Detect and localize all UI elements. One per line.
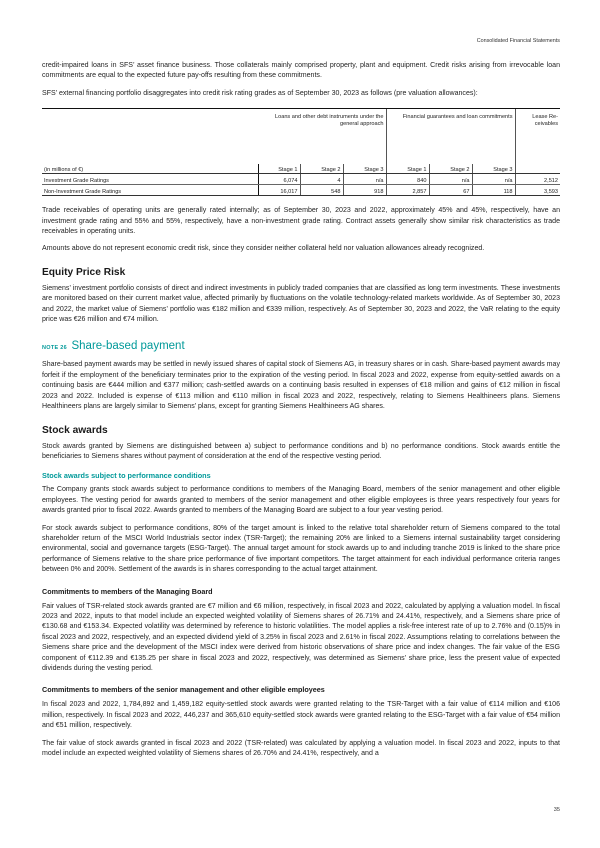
cell: n/a (472, 174, 515, 185)
page-content (42, 61, 560, 766)
cell: 118 (472, 185, 515, 196)
note-heading (42, 336, 560, 354)
performance-paragraph-2: For stock awards subject to performance conditions, 80% of the target amount is linked to the relative total shareholder return of Siemens compared to the total shareholder return of the MSCI World Industrials sector index (TSR-Target); the remaining 20% are linked to a Siemens internal sustainability target considering environmental, social and governance targets (ESG-Target). The annual target amount for stock awards up to and including tranche 2019 is linked to the share price performance of Siemens relative to the share price performance of five important competitors. The target attainment for each individual performance criteria ranges between 0% and 200%. Settlement of the awards is in shares corresponding to the actual target attainment. (42, 524, 560, 574)
col-header: Stage 1 (386, 164, 429, 174)
cell: 4 (300, 174, 343, 185)
performance-conditions-heading: Stock awards subject to performance conditions (42, 471, 211, 481)
running-header: Consolidated Financial Statements (476, 38, 560, 44)
senior-management-heading: Commitments to members of the senior management and other eligible employees (42, 685, 325, 695)
row-label: Non-Investment Grade Ratings (42, 185, 258, 196)
cell: 3,593 (515, 185, 560, 196)
table-group-header (42, 109, 560, 164)
note-title: Share-based payment (71, 340, 185, 353)
cell: 918 (343, 185, 386, 196)
senior-management-paragraph-1: In fiscal 2023 and 2022, 1,784,892 and 1,459,182 equity-settled stock awards were granted relating to the TSR-Target with a fair value of €114 million and €106 million, respectively. In fiscal 2023 and 2022, 446,237 and 365,610 equity-settled stock awards were granted relating to the ESG-Target with a fair value of €54 million and €51 million, respectively. (42, 701, 560, 730)
col-header: Stage 1 (258, 164, 300, 174)
cell: 16,017 (258, 185, 300, 196)
col-header: Stage 3 (472, 164, 515, 174)
credit-risk-table (42, 108, 560, 196)
performance-paragraph-1: The Company grants stock awards subject to performance conditions to members of the Managing Board, members of the senior management and other eligible employees. The vesting period for awards granted to members of the senior management and other eligible employees is three years respectively four years for awards granted prior to fiscal 2022. Awards granted to members of the Managing Board are subject to a four year vesting period. (42, 486, 560, 515)
credit-risk-note-paragraph: Amounts above do not represent economic credit risk, since they consider neither collateral held nor valuation allowances already recognized. (42, 245, 485, 253)
table-column-header (42, 164, 560, 174)
equity-price-risk-heading: Equity Price Risk (42, 266, 126, 278)
cell: 548 (300, 185, 343, 196)
cell: n/a (429, 174, 472, 185)
intro-paragraph-2: SFS’ external financing portfolio disaggregates into credit risk rating grades as of September 30, 2023 as follows (pre valuation allowances): (42, 89, 478, 97)
cell: 67 (429, 185, 472, 196)
intro-paragraph-1: credit-impaired loans in SFS’ asset finance business. Those collaterals mainly comprised property, plant and equipment. Credit risks arising from irrevocable loan commitments are equal to the expected future pay-offs resulting from these commitments. (42, 62, 560, 80)
equity-price-risk-paragraph: Siemens’ investment portfolio consists of direct and indirect investments in publicly traded companies that are classified as long term investments. These investments are monitored based on their current market value, affected primarily by fluctuations on the volatile technology-related markets worldwide. As of September 30, 2023 and 2022, the market value of Siemens’ portfolio was €182 million and €339 million, respectively. As of September 30, 2023 and 2022, the VaR relating to the equity price was €26 million and €74 million. (42, 284, 560, 324)
managing-board-heading: Commitments to members of the Managing Board (42, 586, 213, 596)
group-lease: Lease Re-ceivables (532, 114, 559, 128)
table-row (42, 174, 560, 185)
group-loans: Loans and other debt instruments under the general approach (258, 109, 386, 164)
row-label: Investment Grade Ratings (42, 174, 258, 185)
stock-awards-paragraph: Stock awards granted by Siemens are distinguished between a) subject to performance conditions and b) no performance conditions. Stock awards entitle the beneficiaries to Siemens shares without payment of consideration at the end of the respective vesting period. (42, 442, 560, 460)
cell: 6,074 (258, 174, 300, 185)
table-row (42, 185, 560, 196)
col-header: Stage 2 (429, 164, 472, 174)
page-number: 35 (553, 807, 560, 813)
note-label: NOTE 26 (42, 345, 68, 352)
col-header: Stage 2 (300, 164, 343, 174)
cell: n/a (343, 174, 386, 185)
trade-receivables-paragraph: Trade receivables of operating units are generally rated internally; as of September 30, 2023 and 2022, approximately 45% and 45%, respectively, have an investment grade rating and 55% and 55%, respectively, have a non-investment grade rating. Contract assets generally show similar risk characteristics as trade receivables in operating units. (42, 207, 560, 236)
col-header (515, 164, 560, 174)
unit-label: (in millions of €) (42, 164, 258, 174)
share-based-payment-paragraph: Share-based payment awards may be settled in newly issued shares of capital stock of Siemens AG, in treasury shares or in cash. Share-based payment awards may forfeit if the employment of the beneficiary terminates prior to the expiration of the vesting period. In fiscal 2023 and 2022, expense from equity-settled awards on a continuing basis are €444 million and €377 million; cash-settled awards on a continuing basis resulted in expenses of €18 million and gains of €12 million in fiscal 2023 and 2022. Included is expense of €113 million and €110 million in fiscal 2023 and 2022, respectively, relating to Siemens Healthineers plans. Siemens Healthineers plans are largely similar to Siemens’ plans, except for granting Siemens Healthineers AG shares. (42, 361, 560, 411)
cell: 2,512 (515, 174, 560, 185)
managing-board-paragraph: Fair values of TSR-related stock awards granted are €7 million and €6 million, respectively, in fiscal 2023 and 2022, calculated by applying a valuation model. In fiscal 2023 and 2022, inputs to that model include an expected weighted volatility of Siemens shares of 26.71% and 24.41%, respectively, and a Siemens share price of €130.68 and €153.34. Expected volatility was determined by reference to historic volatilities. The model applies a risk-free interest rate of up to 2.76% and (0.15)% in fiscal 2023 and 2022, respectively, and an expected dividend yield of 3.25% in fiscal 2023 and 2.61% in fiscal 2022. Assumptions relating to correlations between the Siemens share price and the development of the MSCI index were derived from historic observations of share price and index changes. The fair value of the ESG component of €112.39 and €135.25 per share in fiscal 2023 and 2022, respectively, was determined as Siemens’ share price, less the present value of expected dividends during the vesting period. (42, 602, 560, 672)
cell: 2,857 (386, 185, 429, 196)
senior-management-paragraph-2: The fair value of stock awards granted in fiscal 2023 and 2022 (TSR-related) was calculated by applying a valuation model. In fiscal 2023 and 2022, inputs to that model include an expected weighted volatility of Siemens shares of 26.70% and 24.41%, respectively, and a (42, 739, 560, 758)
cell: 840 (386, 174, 429, 185)
col-header: Stage 3 (343, 164, 386, 174)
stock-awards-heading: Stock awards (42, 424, 108, 436)
group-guarantees: Financial guarantees and loan commitments (386, 109, 515, 164)
